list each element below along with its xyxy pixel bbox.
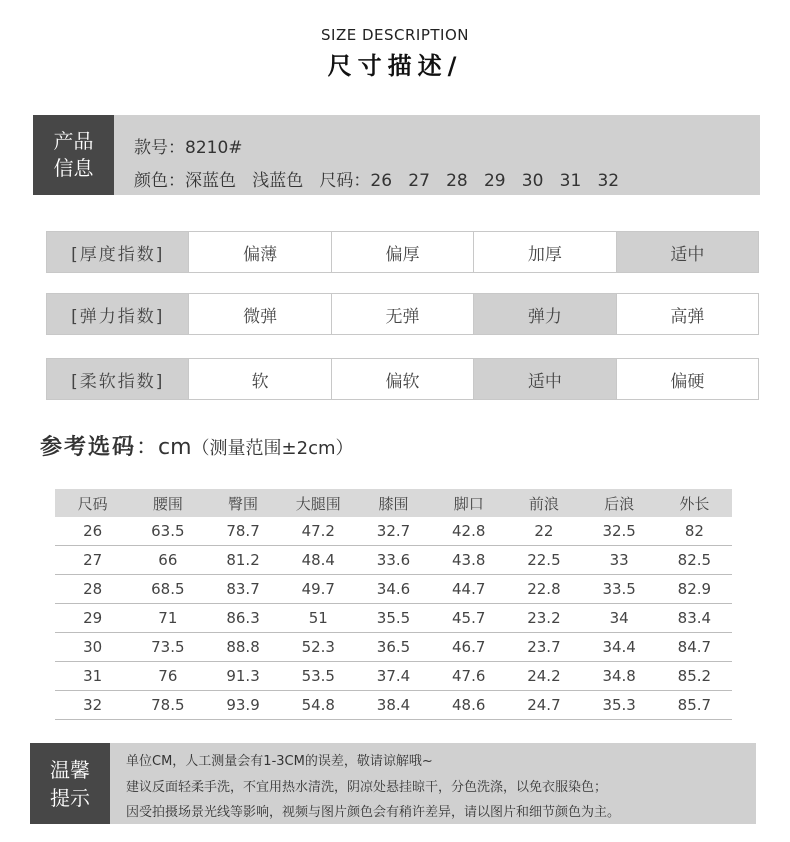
table-cell: 66 [158,551,178,569]
tips-label-line1: 温馨 [50,757,90,782]
table-cell: 45.7 [452,609,486,627]
table-cell: 78.7 [226,522,260,540]
index-label: [弹力指数] [47,294,188,334]
table-cell: 85.2 [677,667,712,685]
table-cell: 28 [83,580,103,598]
product-info-label-line1: 产品 [53,129,94,153]
table-cell: 22 [534,522,554,540]
table-cell: 32.5 [602,522,636,540]
table-cell: 51 [308,609,328,627]
table-cell: 34 [609,609,629,627]
index-option: 偏硬 [616,359,758,399]
table-row [55,517,732,546]
table-cell: 34.8 [602,667,636,685]
table-cell: 44.7 [452,580,486,598]
tips-line: 单位CM，人工测量会有1-3CM的误差，敬请谅解哦~ [126,754,433,769]
size-reference-unit: ：cm [136,435,192,460]
table-header-cell: 尺码 [77,494,108,513]
table-cell: 68.5 [151,580,185,598]
table-cell: 43.8 [452,551,486,569]
tips-panel [30,743,756,824]
table-cell: 36.5 [376,638,411,656]
table-cell: 54.8 [301,696,335,714]
table-cell: 71 [158,609,178,627]
table-row [55,633,732,662]
index-option: 无弹 [331,294,473,334]
table-header-row [55,489,732,517]
size-table [55,489,732,720]
table-cell: 23.2 [527,609,561,627]
table-cell: 33.6 [376,551,411,569]
size-reference-heading [40,430,354,461]
product-info-label [33,115,114,195]
index-option: 偏薄 [188,232,330,272]
table-cell: 48.4 [301,551,335,569]
table-cell: 33 [609,551,629,569]
table-header-cell: 腰围 [152,494,183,513]
table-cell: 47.2 [301,522,335,540]
index-option: 软 [188,359,330,399]
table-cell: 47.6 [452,667,486,685]
table-cell: 30 [83,638,103,656]
table-cell: 86.3 [226,609,260,627]
index-option: 加厚 [473,232,615,272]
table-cell: 63.5 [151,522,185,540]
softness-index-row [46,358,759,400]
table-cell: 32.7 [376,522,411,540]
table-cell: 23.7 [527,638,561,656]
table-cell: 32 [83,696,103,714]
table-row [55,691,732,720]
table-header-cell: 脚口 [453,494,484,513]
index-label: [厚度指数] [47,232,188,272]
table-cell: 24.2 [527,667,561,685]
table-cell: 27 [83,551,103,569]
index-option: 偏软 [331,359,473,399]
index-option: 适中 [473,359,615,399]
elasticity-index-row [46,293,759,335]
table-cell: 29 [83,609,103,627]
table-header-cell: 前浪 [528,494,559,513]
table-cell: 83.7 [226,580,260,598]
index-option: 微弹 [188,294,330,334]
tips-line: 因受拍摄场景光线等影响，视频与图片颜色会有稍许差异，请以图片和细节颜色为主。 [126,805,621,820]
table-cell: 22.8 [527,580,561,598]
table-cell: 35.3 [602,696,636,714]
table-cell: 53.5 [301,667,335,685]
size-reference-note: （测量范围±2cm） [191,438,354,459]
table-cell: 34.6 [376,580,411,598]
index-label: [柔软指数] [47,359,188,399]
table-header-cell: 后浪 [604,494,635,513]
table-header-cell: 膝围 [378,494,409,513]
table-row [55,662,732,691]
section-title-cn: 尺寸描述/ [327,52,463,80]
table-cell: 48.6 [452,696,486,714]
table-cell: 35.5 [376,609,411,627]
table-cell: 42.8 [452,522,486,540]
index-option: 偏厚 [331,232,473,272]
table-cell: 82 [684,522,704,540]
table-row [55,575,732,604]
table-cell: 81.2 [226,551,260,569]
table-cell: 46.7 [452,638,486,656]
table-cell: 76 [158,667,178,685]
table-cell: 24.7 [527,696,561,714]
table-cell: 37.4 [376,667,411,685]
index-option: 适中 [616,232,758,272]
thickness-index-row [46,231,759,273]
table-cell: 33.5 [602,580,636,598]
table-cell: 82.9 [677,580,712,598]
table-cell: 26 [83,522,103,540]
table-header-cell: 外长 [679,494,710,513]
size-reference-title: 参考选码 [40,435,137,460]
tips-label [30,743,110,824]
table-cell: 31 [83,667,103,685]
table-row [55,604,732,633]
table-header-cell: 臀围 [228,494,259,513]
table-cell: 78.5 [151,696,185,714]
product-info-label-line2: 信息 [53,156,94,180]
table-row [55,546,732,575]
table-cell: 83.4 [677,609,712,627]
table-cell: 91.3 [226,667,260,685]
product-colors-sizes: 颜色：深蓝色 浅蓝色 尺码：26 27 28 29 30 31 32 [134,171,620,191]
table-cell: 82.5 [677,551,712,569]
product-model: 款号：8210# [134,138,243,158]
table-cell: 93.9 [226,696,260,714]
tips-label-line2: 提示 [50,785,90,810]
table-cell: 85.7 [677,696,712,714]
table-cell: 52.3 [301,638,335,656]
tips-line: 建议反面轻柔手洗，不宜用热水清洗，阴凉处悬挂晾干，分色洗涤，以免衣服染色； [126,780,608,795]
section-title-en: SIZE DESCRIPTION [321,26,469,44]
index-option: 弹力 [473,294,615,334]
table-cell: 34.4 [602,638,636,656]
table-cell: 22.5 [527,551,561,569]
table-cell: 84.7 [677,638,712,656]
product-info-panel [33,115,760,195]
table-cell: 73.5 [151,638,185,656]
table-header-cell: 大腿围 [295,494,341,513]
index-option: 高弹 [616,294,758,334]
table-cell: 49.7 [301,580,335,598]
table-cell: 88.8 [226,638,260,656]
table-cell: 38.4 [376,696,411,714]
